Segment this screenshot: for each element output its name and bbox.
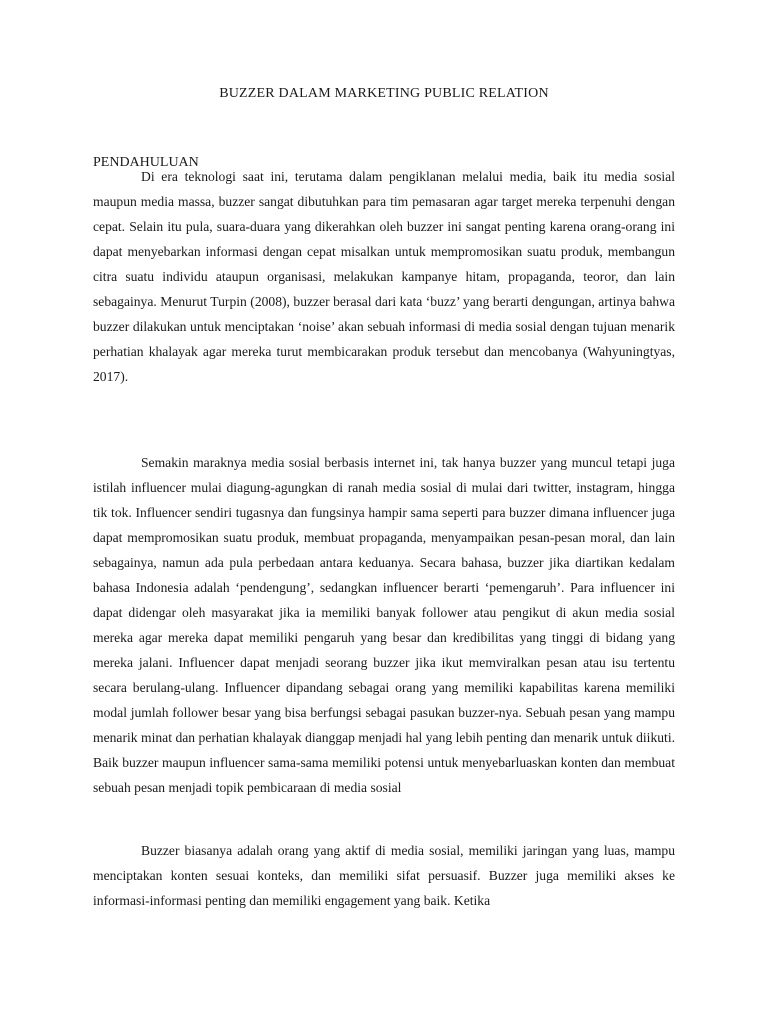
paragraph-1: Di era teknologi saat ini, terutama dalam pengiklanan melalui media, baik itu media sosial maupun media massa, buzzer sangat dibutuhkan para tim pemasaran agar target mereka terpenuhi dengan cepat. Selain itu pula, suara-duara yang dikerahkan oleh buzzer ini sangat penting karena orang-orang ini dapat menyebarkan informasi dengan cepat misalkan untuk mempromosikan suatu produk, membangun citra suatu individu ataupun organisasi, melakukan kampanye hitam, propaganda, teoror, dan lain sebagainya. Menurut Turpin (2008), buzzer berasal dari kata ‘buzz’ yang berarti dengungan, artinya bahwa buzzer dilakukan untuk menciptakan ‘noise’ akan sebuah informasi di media sosial dengan tujuan menarik perhatian khalayak agar mereka turut membicarakan produk tersebut dan mencobanya (Wahyuningtyas, 2017). [93,169,675,384]
document-title: BUZZER DALAM MARKETING PUBLIC RELATION [219,86,549,101]
paragraph-2: Semakin maraknya media sosial berbasis internet ini, tak hanya buzzer yang muncul tetapi juga istilah influencer mulai diagung-agungkan di ranah media sosial di mulai dari twitter, instagram, hingga tik tok. Influencer sendiri tugasnya dan fungsinya hampir sama seperti para buzzer dimana influencer juga dapat mempromosikan suatu produk, membuat propaganda, menyampaikan pesan-pesan moral, dan lain sebagainya, namun ada pula perbedaan antara keduanya. Secara bahasa, buzzer jika diartikan kedalam bahasa Indonesia adalah ‘pendengung’, sedangkan influencer berarti ‘pemengaruh’. Para influencer ini dapat didengar oleh masyarakat jika ia memiliki banyak follower atau pengikut di akun media sosial mereka agar mereka dapat memiliki pengaruh yang besar dan kredibilitas yang tinggi di bidang yang mereka jalani. Influencer dapat menjadi seorang buzzer jika ikut memviralkan pesan atau isu tertentu secara berulang-ulang. Influencer dipandang sebagai orang yang memiliki kapabilitas karena memiliki modal jumlah follower besar yang bisa berfungsi sebagai pasukan buzzer-nya. Sebuah pesan yang mampu menarik minat dan perhatian khalayak dianggap menjadi hal yang lebih penting dan menarik untuk diikuti. Baik buzzer maupun influencer sama-sama memiliki potensi untuk menyebarluaskan konten dan membuat sebuah pesan menjadi topik pembicaraan di media sosial [93,455,675,795]
section-heading: PENDAHULUAN [93,155,199,170]
paragraph-3: Buzzer biasanya adalah orang yang aktif di media sosial, memiliki jaringan yang luas, mampu menciptakan konten sesuai konteks, dan memiliki sifat persuasif. Buzzer juga memiliki akses ke informasi-informasi penting dan memiliki engagement yang baik. Ketika [93,843,675,908]
